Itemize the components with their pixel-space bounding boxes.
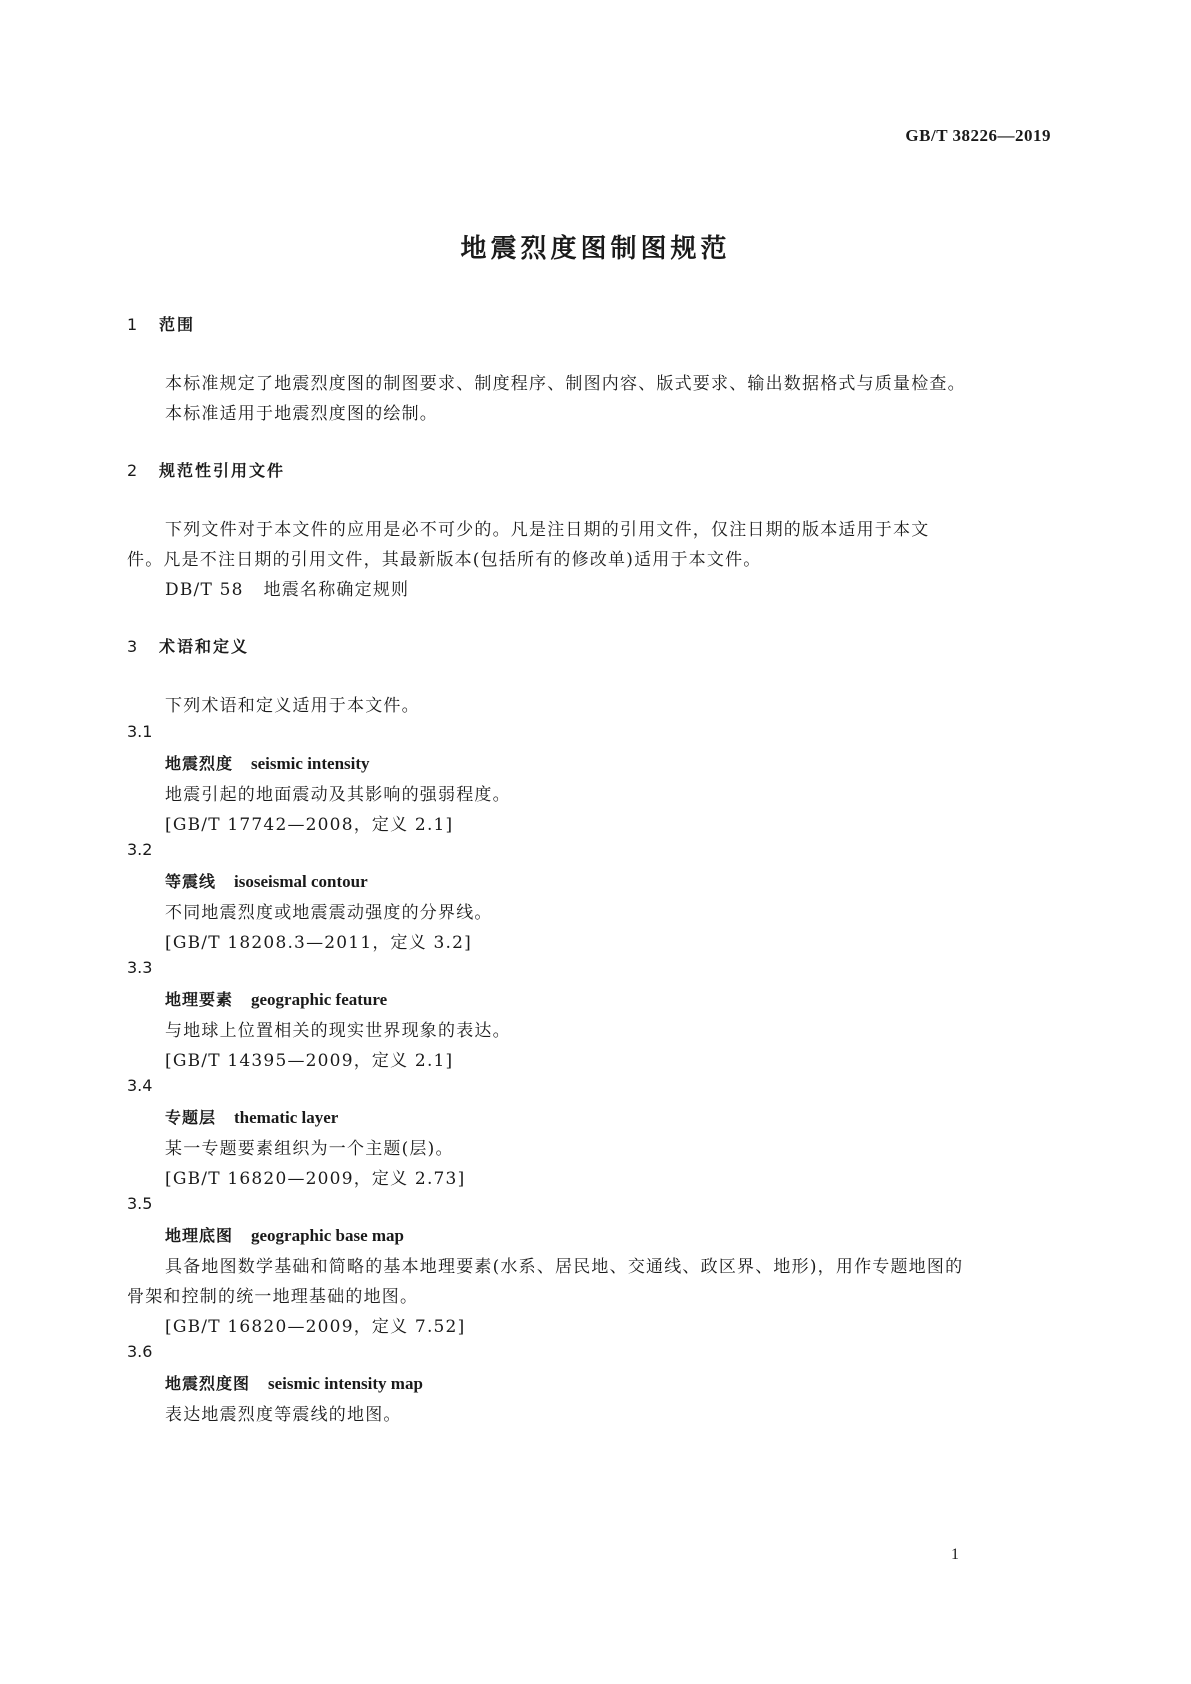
paragraph: 件。凡是不注日期的引用文件，其最新版本(包括所有的修改单)适用于本文件。 <box>127 550 762 570</box>
term-definition: 骨架和控制的统一地理基础的地图。 <box>127 1287 419 1307</box>
term-number: 3.6 <box>127 1342 153 1361</box>
paragraph: 本标准适用于地震烈度图的绘制。 <box>165 404 438 424</box>
term-name-en: seismic intensity map <box>268 1374 423 1393</box>
term-source: [GB/T 16820—2009，定义 2.73] <box>165 1169 466 1189</box>
term-definition: 与地球上位置相关的现实世界现象的表达。 <box>165 1021 511 1041</box>
section-title: 术语和定义 <box>159 637 250 656</box>
term-number: 3.2 <box>127 840 153 859</box>
term-name-zh: 地震烈度图 <box>165 1374 251 1393</box>
paragraph: 本标准规定了地震烈度图的制图要求、制度程序、制图内容、版式要求、输出数据格式与质量检查。 <box>165 374 966 394</box>
page-number: 1 <box>951 1546 959 1563</box>
section-3-heading <box>127 634 249 657</box>
term-name <box>165 1105 338 1128</box>
standard-code: GB/T 38226—2019 <box>905 126 1051 145</box>
term-name-zh: 地震烈度 <box>165 754 234 773</box>
section-number: 1 <box>127 315 140 334</box>
term-name-en: geographic feature <box>251 990 388 1009</box>
term-name-zh: 地理要素 <box>165 990 234 1009</box>
normative-reference <box>165 575 409 600</box>
term-definition: 某一专题要素组织为一个主题(层)。 <box>165 1139 454 1159</box>
section-title: 规范性引用文件 <box>159 461 286 480</box>
term-name-zh: 等震线 <box>165 872 217 891</box>
document-title: 地震烈度图制图规范 <box>460 234 731 264</box>
term-name <box>165 751 370 774</box>
term-name-zh: 地理底图 <box>165 1226 234 1245</box>
term-source: [GB/T 14395—2009，定义 2.1] <box>165 1051 454 1071</box>
term-name-en: isoseismal contour <box>234 872 368 891</box>
term-number: 3.1 <box>127 722 153 741</box>
term-number: 3.4 <box>127 1076 153 1095</box>
term-source: [GB/T 16820—2009，定义 7.52] <box>165 1317 466 1337</box>
term-definition: 具备地图数学基础和简略的基本地理要素(水系、居民地、交通线、政区界、地形)，用作专题地图的 <box>165 1257 964 1277</box>
section-1-heading <box>127 312 195 335</box>
term-definition: 地震引起的地面震动及其影响的强弱程度。 <box>165 785 511 805</box>
reference-code: DB/T 58 <box>165 580 244 600</box>
term-name <box>165 869 368 892</box>
term-name <box>165 1223 404 1246</box>
term-number: 3.3 <box>127 958 153 977</box>
term-name-zh: 专题层 <box>165 1108 217 1127</box>
section-title: 范围 <box>159 315 196 334</box>
paragraph: 下列文件对于本文件的应用是必不可少的。凡是注日期的引用文件，仅注日期的版本适用于本文 <box>165 520 930 540</box>
section-number: 3 <box>127 637 140 656</box>
term-definition: 表达地震烈度等震线的地图。 <box>165 1405 402 1425</box>
term-name-en: thematic layer <box>234 1108 339 1127</box>
term-name-en: seismic intensity <box>251 754 370 773</box>
term-source: [GB/T 17742—2008，定义 2.1] <box>165 815 454 835</box>
term-name-en: geographic base map <box>251 1226 405 1245</box>
reference-title: 地震名称确定规则 <box>263 580 410 600</box>
section-number: 2 <box>127 461 140 480</box>
term-name <box>165 987 387 1010</box>
section-2-heading <box>127 458 285 481</box>
paragraph: 下列术语和定义适用于本文件。 <box>165 696 420 716</box>
term-definition: 不同地震烈度或地震震动强度的分界线。 <box>165 903 493 923</box>
term-source: [GB/T 18208.3—2011，定义 3.2] <box>165 933 473 953</box>
term-name <box>165 1371 423 1394</box>
term-number: 3.5 <box>127 1194 153 1213</box>
